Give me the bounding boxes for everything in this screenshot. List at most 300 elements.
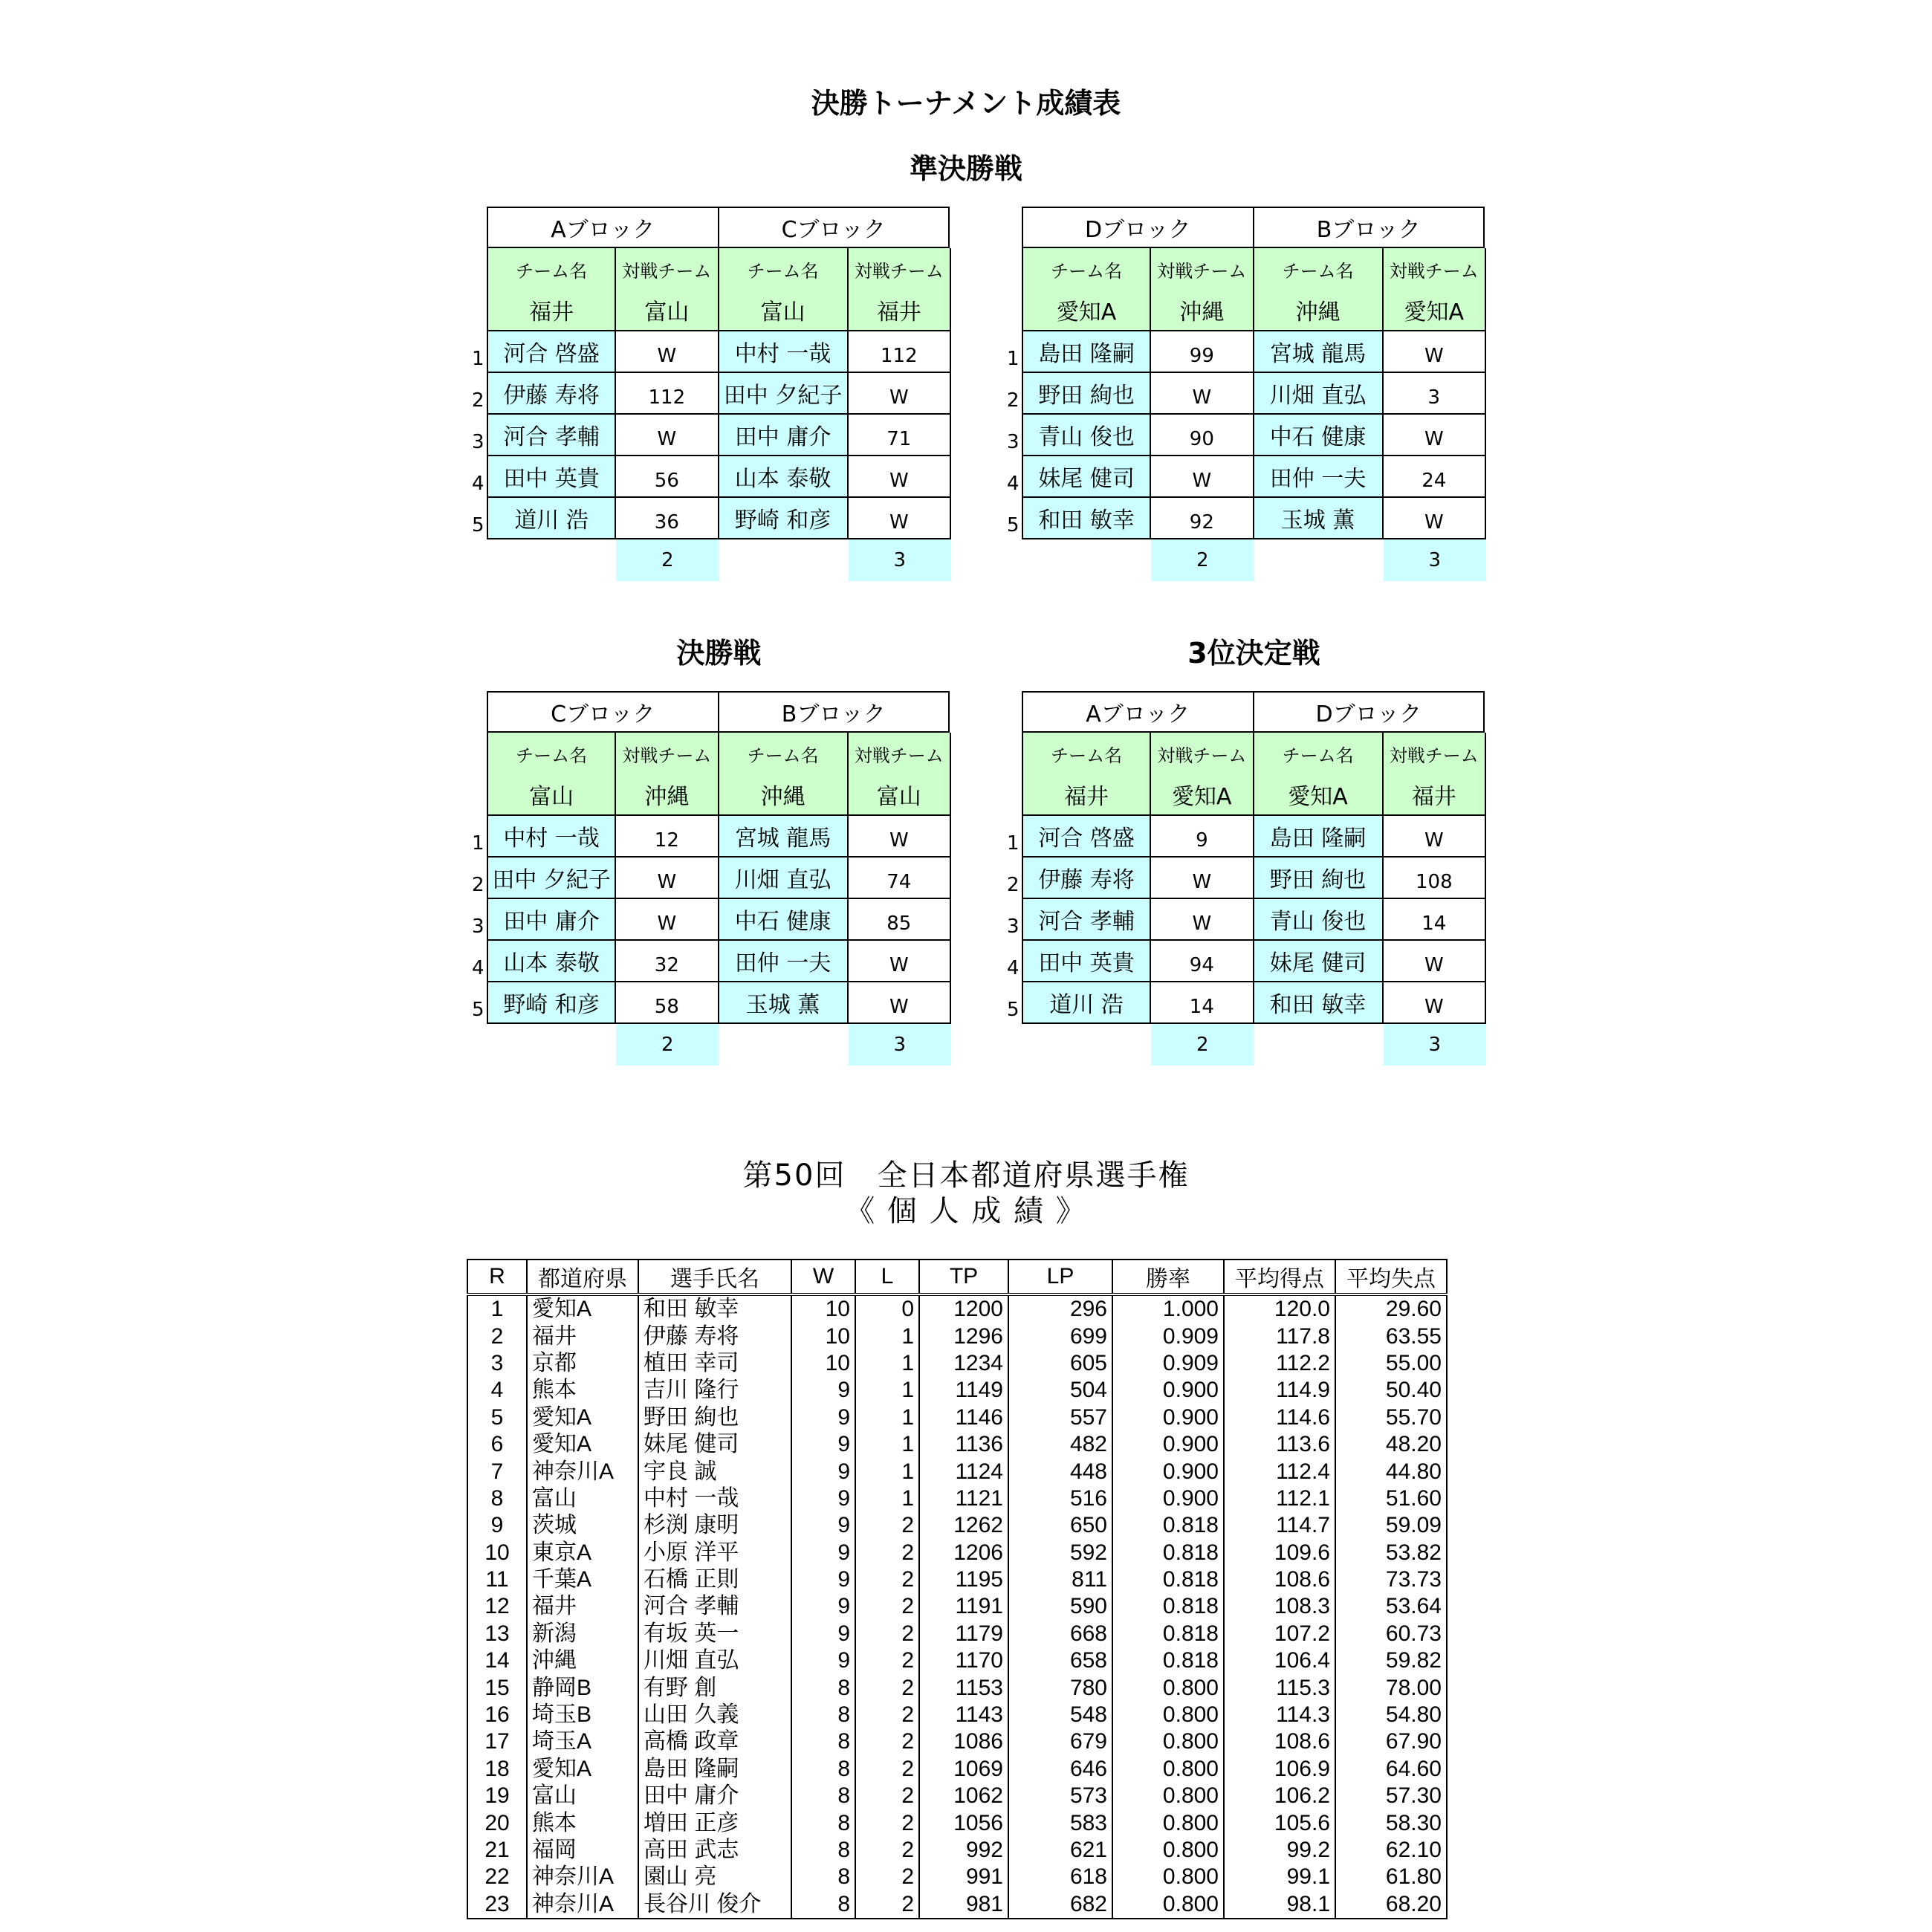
player-row <box>472 816 951 858</box>
cell-prefecture: 東京A <box>527 1540 638 1566</box>
total-spacer <box>1022 539 1151 581</box>
cell-prefecture: 埼玉B <box>527 1702 638 1728</box>
player-score: 24 <box>1384 456 1486 498</box>
ranking-title-line2: 《 個 人 成 績 》 <box>845 1194 1087 1228</box>
player-name: 野田 絢也 <box>1254 858 1384 899</box>
player-score: 36 <box>616 498 719 539</box>
cell-avg-points: 108.6 <box>1224 1566 1335 1593</box>
team-row <box>1022 774 1486 816</box>
cell-wins: 8 <box>791 1891 855 1919</box>
team-label: チーム名 <box>1022 733 1151 774</box>
total-spacer <box>1022 1024 1151 1066</box>
board-number: 1 <box>472 348 484 370</box>
player-name: 妹尾 健司 <box>1254 941 1384 982</box>
cell-rank: 18 <box>467 1756 527 1783</box>
cell-win-rate: 0.900 <box>1112 1485 1224 1512</box>
board-number: 3 <box>1007 915 1020 938</box>
board-number: 2 <box>472 874 484 896</box>
third-place-title: 3位決定戦 <box>1187 637 1320 670</box>
table-row <box>467 1350 1447 1377</box>
block-header-row <box>487 691 951 733</box>
team-total: 3 <box>849 1024 951 1066</box>
cell-losses: 2 <box>855 1647 919 1674</box>
cell-player-name: 野田 絢也 <box>638 1404 791 1431</box>
cell-tp: 1234 <box>919 1350 1008 1377</box>
player-score: W <box>616 858 719 899</box>
team-total: 2 <box>616 539 719 581</box>
cell-losses: 2 <box>855 1621 919 1647</box>
cell-losses: 2 <box>855 1512 919 1539</box>
cell-rank: 21 <box>467 1837 527 1864</box>
cell-wins: 8 <box>791 1702 855 1728</box>
block-name: Bブロック <box>1253 207 1485 248</box>
cell-avg-lost: 67.90 <box>1335 1728 1447 1755</box>
cell-rank: 7 <box>467 1458 527 1485</box>
cell-avg-lost: 59.09 <box>1335 1512 1447 1539</box>
opponent-name: 福井 <box>849 290 951 331</box>
player-score: W <box>849 982 951 1024</box>
player-row <box>1007 415 1486 456</box>
semifinal-title: 準決勝戦 <box>909 152 1022 185</box>
player-name: 玉城 薫 <box>719 982 849 1024</box>
total-row <box>487 539 951 581</box>
table-row <box>467 1647 1447 1674</box>
player-name: 妹尾 健司 <box>1022 456 1151 498</box>
cell-avg-lost: 73.73 <box>1335 1566 1447 1593</box>
player-name: 河合 啓盛 <box>487 331 616 373</box>
cell-player-name: 杉渕 康明 <box>638 1512 791 1539</box>
cell-rank: 3 <box>467 1350 527 1377</box>
cell-avg-lost: 55.70 <box>1335 1404 1447 1431</box>
cell-prefecture: 福井 <box>527 1593 638 1620</box>
cell-lp: 780 <box>1008 1674 1112 1701</box>
cell-prefecture: 愛知A <box>527 1294 638 1323</box>
cell-avg-points: 113.6 <box>1224 1431 1335 1458</box>
cell-tp: 1124 <box>919 1458 1008 1485</box>
cell-rank: 5 <box>467 1404 527 1431</box>
board-number: 3 <box>472 915 484 938</box>
cell-tp: 1200 <box>919 1294 1008 1323</box>
team-label: チーム名 <box>487 248 616 290</box>
cell-win-rate: 0.818 <box>1112 1566 1224 1593</box>
cell-tp: 1262 <box>919 1512 1008 1539</box>
player-name: 島田 隆嗣 <box>1254 816 1384 858</box>
cell-player-name: 河合 孝輔 <box>638 1593 791 1620</box>
team-label: チーム名 <box>487 733 616 774</box>
table-row <box>467 1323 1447 1349</box>
cell-win-rate: 0.900 <box>1112 1377 1224 1404</box>
table-row <box>467 1377 1447 1404</box>
player-row <box>1007 982 1486 1024</box>
cell-win-rate: 0.900 <box>1112 1431 1224 1458</box>
cell-lp: 573 <box>1008 1783 1112 1809</box>
player-score: 58 <box>616 982 719 1024</box>
cell-win-rate: 0.909 <box>1112 1323 1224 1349</box>
cell-wins: 9 <box>791 1512 855 1539</box>
player-name: 青山 俊也 <box>1022 415 1151 456</box>
player-score: 90 <box>1151 415 1254 456</box>
block-name: Aブロック <box>1022 691 1254 733</box>
cell-lp: 679 <box>1008 1728 1112 1755</box>
cell-tp: 1195 <box>919 1566 1008 1593</box>
cell-win-rate: 0.800 <box>1112 1809 1224 1836</box>
player-name: 伊藤 寿将 <box>1022 858 1151 899</box>
cell-player-name: 島田 隆嗣 <box>638 1756 791 1783</box>
cell-wins: 9 <box>791 1431 855 1458</box>
cell-avg-points: 99.2 <box>1224 1837 1335 1864</box>
player-row <box>472 373 951 415</box>
block-name: Dブロック <box>1253 691 1485 733</box>
player-score: 14 <box>1151 982 1254 1024</box>
player-score: W <box>1384 941 1486 982</box>
player-score: W <box>849 816 951 858</box>
table-row <box>467 1891 1447 1919</box>
opponent-name: 沖縄 <box>616 774 719 816</box>
cell-prefecture: 熊本 <box>527 1377 638 1404</box>
total-spacer <box>487 1024 616 1066</box>
cell-prefecture: 福岡 <box>527 1837 638 1864</box>
player-score: W <box>616 415 719 456</box>
cell-avg-points: 106.4 <box>1224 1647 1335 1674</box>
team-name: 愛知A <box>1022 290 1151 331</box>
board-number: 2 <box>472 389 484 412</box>
team-total: 3 <box>1384 1024 1486 1066</box>
board-number: 1 <box>1007 348 1020 370</box>
table-row <box>467 1404 1447 1431</box>
player-row <box>1007 816 1486 858</box>
player-name: 道川 浩 <box>487 498 616 539</box>
team-label: チーム名 <box>1254 733 1384 774</box>
cell-losses: 1 <box>855 1431 919 1458</box>
player-row <box>472 982 951 1024</box>
cell-avg-points: 112.2 <box>1224 1350 1335 1377</box>
cell-wins: 8 <box>791 1809 855 1836</box>
cell-losses: 1 <box>855 1404 919 1431</box>
cell-losses: 2 <box>855 1809 919 1836</box>
table-row <box>467 1837 1447 1864</box>
cell-wins: 10 <box>791 1350 855 1377</box>
bracket-third-place <box>1007 691 1486 1066</box>
player-score: W <box>849 373 951 415</box>
cell-prefecture: 京都 <box>527 1350 638 1377</box>
col-header-win-rate: 勝率 <box>1112 1260 1224 1294</box>
cell-avg-lost: 60.73 <box>1335 1621 1447 1647</box>
cell-wins: 8 <box>791 1864 855 1890</box>
cell-wins: 9 <box>791 1647 855 1674</box>
board-number: 4 <box>1007 473 1020 495</box>
player-name: 田中 夕紀子 <box>719 373 849 415</box>
cell-rank: 6 <box>467 1431 527 1458</box>
cell-rank: 23 <box>467 1891 527 1919</box>
player-score: W <box>616 331 719 373</box>
cell-lp: 658 <box>1008 1647 1112 1674</box>
cell-avg-points: 99.1 <box>1224 1864 1335 1890</box>
cell-losses: 2 <box>855 1837 919 1864</box>
cell-tp: 1136 <box>919 1431 1008 1458</box>
cell-win-rate: 1.000 <box>1112 1294 1224 1323</box>
cell-rank: 16 <box>467 1702 527 1728</box>
block-header-row <box>1022 207 1486 248</box>
player-name: 野崎 和彦 <box>719 498 849 539</box>
player-score: W <box>1384 331 1486 373</box>
player-row <box>472 331 951 373</box>
cell-tp: 1191 <box>919 1593 1008 1620</box>
opponent-name: 沖縄 <box>1151 290 1254 331</box>
cell-lp: 592 <box>1008 1540 1112 1566</box>
cell-lp: 516 <box>1008 1485 1112 1512</box>
table-row <box>467 1485 1447 1512</box>
cell-player-name: 宇良 誠 <box>638 1458 791 1485</box>
team-name: 沖縄 <box>1254 290 1384 331</box>
cell-lp: 605 <box>1008 1350 1112 1377</box>
player-name: 野崎 和彦 <box>487 982 616 1024</box>
cell-avg-lost: 64.60 <box>1335 1756 1447 1783</box>
cell-prefecture: 愛知A <box>527 1404 638 1431</box>
cell-avg-points: 108.3 <box>1224 1593 1335 1620</box>
player-score: W <box>1151 899 1254 941</box>
col-header-wins: W <box>791 1260 855 1294</box>
cell-prefecture: 神奈川A <box>527 1864 638 1890</box>
cell-prefecture: 神奈川A <box>527 1891 638 1919</box>
player-name: 田仲 一夫 <box>719 941 849 982</box>
table-row <box>467 1702 1447 1728</box>
column-label-row <box>1022 733 1486 774</box>
block-name: Dブロック <box>1022 207 1254 248</box>
player-name: 中石 健康 <box>719 899 849 941</box>
cell-avg-points: 98.1 <box>1224 1891 1335 1919</box>
total-row <box>487 1024 951 1066</box>
cell-rank: 22 <box>467 1864 527 1890</box>
player-score: W <box>1384 498 1486 539</box>
cell-prefecture: 千葉A <box>527 1566 638 1593</box>
cell-lp: 583 <box>1008 1809 1112 1836</box>
cell-lp: 448 <box>1008 1458 1112 1485</box>
cell-win-rate: 0.818 <box>1112 1512 1224 1539</box>
board-number: 4 <box>1007 957 1020 979</box>
cell-player-name: 伊藤 寿将 <box>638 1323 791 1349</box>
block-name: Aブロック <box>487 207 719 248</box>
player-row <box>1007 456 1486 498</box>
cell-avg-points: 106.9 <box>1224 1756 1335 1783</box>
player-row <box>1007 941 1486 982</box>
player-name: 田中 英貴 <box>1022 941 1151 982</box>
cell-tp: 1143 <box>919 1702 1008 1728</box>
cell-prefecture: 沖縄 <box>527 1647 638 1674</box>
cell-tp: 1069 <box>919 1756 1008 1783</box>
cell-avg-lost: 55.00 <box>1335 1350 1447 1377</box>
cell-wins: 9 <box>791 1458 855 1485</box>
team-total: 2 <box>1151 1024 1254 1066</box>
cell-prefecture: 熊本 <box>527 1809 638 1836</box>
cell-wins: 10 <box>791 1323 855 1349</box>
player-name: 河合 孝輔 <box>487 415 616 456</box>
opponent-label: 対戦チーム <box>849 248 951 290</box>
cell-player-name: 石橋 正則 <box>638 1566 791 1593</box>
cell-lp: 811 <box>1008 1566 1112 1593</box>
cell-player-name: 園山 亮 <box>638 1864 791 1890</box>
cell-avg-points: 107.2 <box>1224 1621 1335 1647</box>
player-score: W <box>1384 982 1486 1024</box>
block-name: Cブロック <box>718 207 950 248</box>
ranking-title <box>0 1158 1932 1229</box>
cell-tp: 1153 <box>919 1674 1008 1701</box>
cell-win-rate: 0.900 <box>1112 1458 1224 1485</box>
cell-tp: 1296 <box>919 1323 1008 1349</box>
player-score: 14 <box>1384 899 1486 941</box>
opponent-name: 愛知A <box>1151 774 1254 816</box>
player-row <box>472 899 951 941</box>
cell-tp: 991 <box>919 1864 1008 1890</box>
player-name: 青山 俊也 <box>1254 899 1384 941</box>
table-row <box>467 1593 1447 1620</box>
cell-lp: 618 <box>1008 1864 1112 1890</box>
board-number: 4 <box>472 473 484 495</box>
cell-rank: 17 <box>467 1728 527 1755</box>
table-row <box>467 1809 1447 1836</box>
board-number: 5 <box>1007 514 1020 537</box>
cell-avg-lost: 57.30 <box>1335 1783 1447 1809</box>
col-header-player: 選手氏名 <box>638 1260 791 1294</box>
cell-losses: 1 <box>855 1350 919 1377</box>
team-label: チーム名 <box>1022 248 1151 290</box>
board-number: 1 <box>1007 832 1020 855</box>
cell-avg-points: 114.7 <box>1224 1512 1335 1539</box>
player-name: 田中 庸介 <box>487 899 616 941</box>
cell-avg-lost: 59.82 <box>1335 1647 1447 1674</box>
player-name: 宮城 龍馬 <box>1254 331 1384 373</box>
table-row <box>467 1540 1447 1566</box>
cell-tp: 1149 <box>919 1377 1008 1404</box>
cell-avg-lost: 48.20 <box>1335 1431 1447 1458</box>
cell-prefecture: 福井 <box>527 1323 638 1349</box>
cell-losses: 2 <box>855 1566 919 1593</box>
cell-player-name: 中村 一哉 <box>638 1485 791 1512</box>
cell-prefecture: 茨城 <box>527 1512 638 1539</box>
table-row <box>467 1294 1447 1323</box>
cell-tp: 1170 <box>919 1647 1008 1674</box>
player-name: 野田 絢也 <box>1022 373 1151 415</box>
player-score: 3 <box>1384 373 1486 415</box>
table-row <box>467 1783 1447 1809</box>
cell-win-rate: 0.818 <box>1112 1593 1224 1620</box>
player-score: W <box>849 456 951 498</box>
total-spacer <box>719 539 849 581</box>
table-row <box>467 1566 1447 1593</box>
cell-player-name: 有坂 英一 <box>638 1621 791 1647</box>
cell-player-name: 山田 久義 <box>638 1702 791 1728</box>
team-name: 愛知A <box>1254 774 1384 816</box>
cell-avg-points: 120.0 <box>1224 1294 1335 1323</box>
cell-rank: 15 <box>467 1674 527 1701</box>
player-name: 和田 敏幸 <box>1022 498 1151 539</box>
total-row <box>1022 1024 1486 1066</box>
cell-win-rate: 0.800 <box>1112 1891 1224 1919</box>
cell-prefecture: 愛知A <box>527 1431 638 1458</box>
player-row <box>472 456 951 498</box>
cell-player-name: 長谷川 俊介 <box>638 1891 791 1919</box>
player-score: 56 <box>616 456 719 498</box>
table-row <box>467 1728 1447 1755</box>
cell-player-name: 高橋 政章 <box>638 1728 791 1755</box>
cell-rank: 1 <box>467 1294 527 1323</box>
cell-lp: 682 <box>1008 1891 1112 1919</box>
team-name: 富山 <box>719 290 849 331</box>
player-score: 32 <box>616 941 719 982</box>
player-name: 中村 一哉 <box>719 331 849 373</box>
cell-losses: 1 <box>855 1458 919 1485</box>
cell-win-rate: 0.800 <box>1112 1783 1224 1809</box>
cell-player-name: 高田 武志 <box>638 1837 791 1864</box>
cell-player-name: 和田 敏幸 <box>638 1294 791 1323</box>
opponent-name: 福井 <box>1384 774 1486 816</box>
cell-player-name: 吉川 隆行 <box>638 1377 791 1404</box>
cell-lp: 548 <box>1008 1702 1112 1728</box>
player-name: 中石 健康 <box>1254 415 1384 456</box>
cell-lp: 668 <box>1008 1621 1112 1647</box>
cell-player-name: 増田 正彦 <box>638 1809 791 1836</box>
final-title: 決勝戦 <box>676 637 762 670</box>
total-spacer <box>1254 539 1384 581</box>
player-name: 田中 夕紀子 <box>487 858 616 899</box>
cell-losses: 2 <box>855 1891 919 1919</box>
player-row <box>472 415 951 456</box>
cell-rank: 8 <box>467 1485 527 1512</box>
column-label-row <box>1022 248 1486 290</box>
cell-rank: 10 <box>467 1540 527 1566</box>
player-score: 74 <box>849 858 951 899</box>
cell-losses: 2 <box>855 1728 919 1755</box>
cell-win-rate: 0.800 <box>1112 1864 1224 1890</box>
opponent-label: 対戦チーム <box>1384 733 1486 774</box>
cell-lp: 557 <box>1008 1404 1112 1431</box>
cell-lp: 621 <box>1008 1837 1112 1864</box>
cell-lp: 650 <box>1008 1512 1112 1539</box>
board-number: 4 <box>472 957 484 979</box>
cell-tp: 1056 <box>919 1809 1008 1836</box>
opponent-label: 対戦チーム <box>1151 248 1254 290</box>
column-label-row <box>487 248 951 290</box>
table-row <box>467 1431 1447 1458</box>
cell-player-name: 妹尾 健司 <box>638 1431 791 1458</box>
cell-tp: 981 <box>919 1891 1008 1919</box>
cell-losses: 1 <box>855 1323 919 1349</box>
cell-lp: 646 <box>1008 1756 1112 1783</box>
player-score: 94 <box>1151 941 1254 982</box>
cell-tp: 1086 <box>919 1728 1008 1755</box>
team-row <box>1022 290 1486 331</box>
bracket-semifinal-left <box>472 207 951 581</box>
cell-avg-points: 109.6 <box>1224 1540 1335 1566</box>
ranking-table <box>467 1259 1448 1919</box>
cell-lp: 590 <box>1008 1593 1112 1620</box>
cell-wins: 8 <box>791 1837 855 1864</box>
cell-wins: 9 <box>791 1566 855 1593</box>
cell-wins: 10 <box>791 1294 855 1323</box>
team-name: 福井 <box>487 290 616 331</box>
cell-prefecture: 静岡B <box>527 1674 638 1701</box>
table-row <box>467 1621 1447 1647</box>
opponent-name: 富山 <box>616 290 719 331</box>
cell-win-rate: 0.909 <box>1112 1350 1224 1377</box>
player-score: 12 <box>616 816 719 858</box>
cell-avg-points: 115.3 <box>1224 1674 1335 1701</box>
cell-player-name: 田中 庸介 <box>638 1783 791 1809</box>
player-score: 112 <box>616 373 719 415</box>
total-spacer <box>487 539 616 581</box>
player-score: W <box>1384 415 1486 456</box>
cell-wins: 9 <box>791 1540 855 1566</box>
board-number: 3 <box>1007 431 1020 453</box>
